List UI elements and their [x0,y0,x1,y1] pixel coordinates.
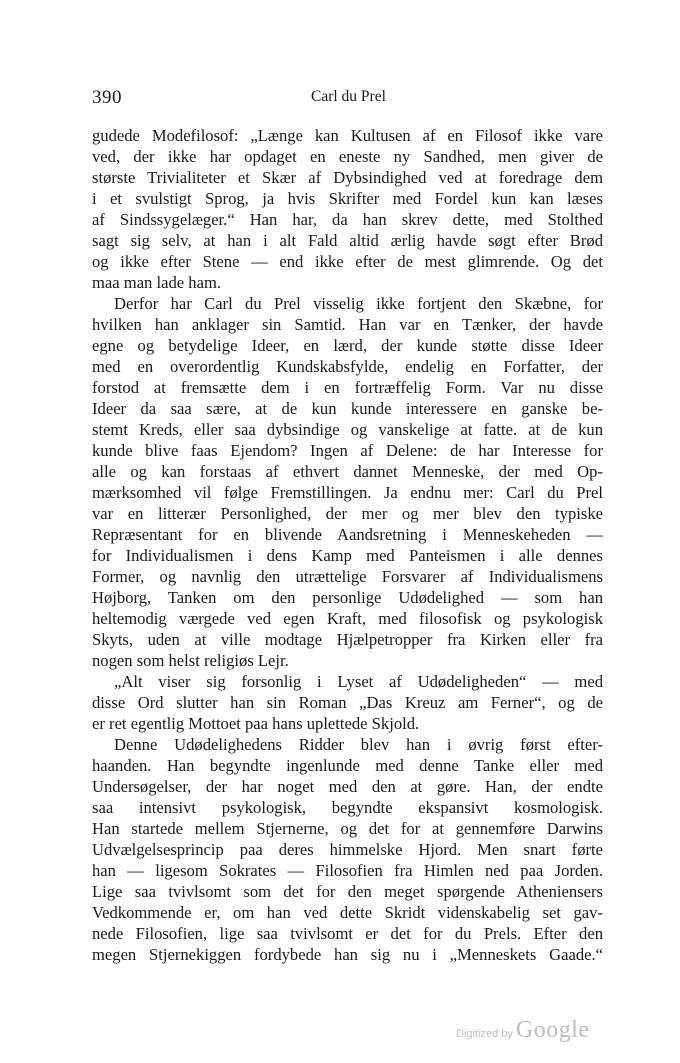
text-line: med en overordentlig Kundskabsfylde, endelig en Forfatter, der [92,357,603,376]
text-line: maa man lade ham. [92,273,222,292]
text-line: Skyts, uden at ville modtage Hjælpetropper fra Kirken eller fra [92,630,603,649]
text-line: af Sindssygelæger.“ Han har, da han skrev dette, med Stolthed [92,210,603,229]
text-line: kunde blive faas Ejendom? Ingen af Delene: de har Interesse for [92,441,603,460]
text-line: mærksomhed vil følge Fremstillingen. Ja endnu mer: Carl du Prel [92,483,603,502]
text-line: Former, og navnlig den utrættelige Forsvarer af Individualismens [92,567,603,586]
text-line: i et svulstigt Sprog, ja hvis Skrifter med Fordel kun kan læses [92,189,603,208]
text-line: „Alt viser sig forsonlig i Lyset af Udødeligheden“ — med [114,672,603,691]
text-line: Undersøgelser, der har noget med den at gøre. Han, der endte [92,777,603,796]
text-line: ved, der ikke har opdaget en eneste ny Sandhed, men giver de [92,147,603,166]
text-line: gudede Modefilosof: „Længe kan Kultusen af en Filosof ikke vare [92,126,603,145]
text-line: forstod at fremsætte dem i en fortræffelig Form. Var nu disse [92,378,603,397]
text-line: saa intensivt psykologisk, begyndte ekspansivt kosmologisk. [92,798,603,817]
text-line: Denne Udødelighedens Ridder blev han i øvrig først efter- [114,735,603,754]
text-line: hvilken han anklager sin Samtid. Han var en Tænker, der havde [92,315,603,334]
text-line: største Trivialiteter et Skær af Dybsindighed ved at foredrage dem [92,168,603,187]
text-line: for Individualismen i dens Kamp med Panteismen i alle dennes [92,546,603,565]
text-line: Han startede mellem Stjernerne, og det for at gennemføre Darwins [92,819,603,838]
text-line: er ret egentlig Mottoet paa hans uplettede Skjold. [92,714,420,733]
text-line: var en litterær Personlighed, der mer og mer blev den typiske [92,504,603,523]
text-line: Ideer da saa sære, at de kun kunde interessere en ganske be- [92,399,603,418]
text-line: Højborg, Tanken om den personlige Udødelighed — som han [92,588,603,607]
text-line: Lige saa tvivlsomt som det for den meget spørgende Atheniensers [92,882,603,901]
running-head: Carl du Prel [311,88,386,105]
text-line: nogen som helst religiøs Lejr. [92,651,289,670]
text-line: heltemodig værgede ved egen Kraft, med filosofisk og psykologisk [92,609,603,628]
text-line: alle og kan forstaas af ethvert dannet Menneske, der med Op- [92,462,603,481]
text-line: sagt sig selv, at han i alt Fald altid ærlig havde søgt efter Brød [92,231,603,250]
text-line: haanden. Han begyndte ingenlunde med denne Tanke eller med [92,756,603,775]
text-line: han — ligesom Sokrates — Filosofien fra Himlen ned paa Jorden. [92,861,603,880]
watermark-prefix: Digitized by [456,1028,513,1040]
google-logo: Google [515,1017,590,1043]
text-line: egne og betydelige Ideer, en lærd, der kunde støtte disse Ideer [92,336,603,355]
text-line: nede Filosofien, lige saa tvivlsomt er det for du Prels. Efter den [92,924,603,943]
text-line: stemt Kreds, eller saa dybsindige og vanskelige at fatte. at de kun [92,420,603,439]
text-line: Vedkommende er, om han ved dette Skridt videnskabelig set gav- [92,903,603,922]
text-line: Udvælgelsesprincip paa deres himmelske Hjord. Men snart førte [92,840,603,859]
text-line: Repræsentant for en blivende Aandsretning i Menneskeheden — [92,525,603,544]
text-line: og ikke efter Stene — end ikke efter de mest glimrende. Og det [92,252,603,271]
digitized-by-google-watermark [456,1017,590,1044]
text-line: Derfor har Carl du Prel visselig ikke fortjent den Skæbne, for [114,294,603,313]
text-line: disse Ord slutter han sin Roman „Das Kreuz am Ferner“, og de [92,693,603,712]
page-number: 390 [92,87,122,108]
text-line: megen Stjernekiggen fordybede han sig nu i „Menneskets Gaade.“ [92,945,603,964]
